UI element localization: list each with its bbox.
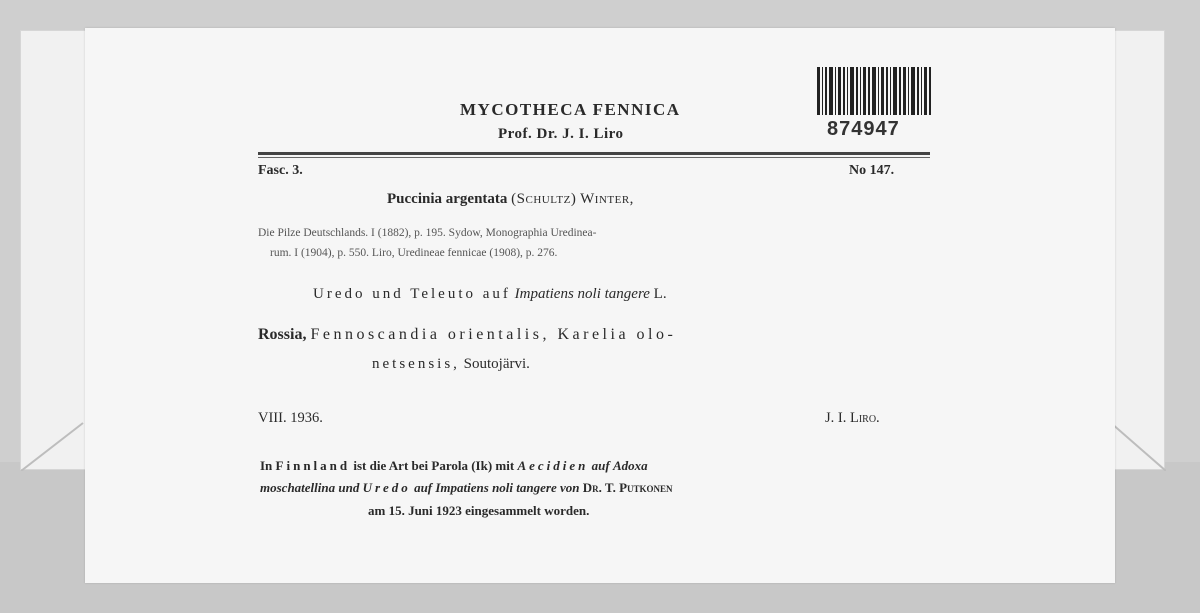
collector-name: J. I. Liro. xyxy=(825,410,880,426)
note-text: Impatiens noli tangere xyxy=(435,480,557,495)
note-text: Finnland xyxy=(275,458,351,473)
note-text: Uredo xyxy=(362,480,411,495)
specimen-number: No 147. xyxy=(849,163,895,178)
header-rule xyxy=(258,152,930,155)
reference-line-1: Die Pilze Deutschlands. I (1882), p. 195. Sydow, Monographia Uredinea- xyxy=(258,227,597,239)
host-stage: Uredo und Teleuto auf xyxy=(313,286,511,302)
barcode-number: 874947 xyxy=(827,118,900,140)
locality-country: Rossia, xyxy=(258,326,307,343)
barcode-image xyxy=(815,65,933,117)
note-text: ist die Art bei Parola (Ik) mit xyxy=(353,458,515,473)
collection-title: MYCOTHECA FENNICA xyxy=(460,100,681,119)
species-name-line xyxy=(387,191,634,208)
note-text: Adoxa xyxy=(612,458,648,473)
species-author: Winter, xyxy=(580,191,634,207)
note-text: moschatellina xyxy=(260,480,336,495)
header-rule-thin xyxy=(258,157,930,158)
locality-line-2 xyxy=(372,356,530,373)
host-line xyxy=(313,286,667,303)
note-text: auf xyxy=(591,458,610,473)
reference-line-2: rum. I (1904), p. 550. Liro, Uredineae fennicae (1908), p. 276. xyxy=(270,247,558,259)
note-line-3: am 15. Juni 1923 eingesammelt worden. xyxy=(368,503,590,518)
host-author: L. xyxy=(653,286,667,302)
species-author-basionym: (Schultz) xyxy=(511,191,577,207)
specimen-label xyxy=(85,28,1115,583)
host-plant: Impatiens noli tangere xyxy=(514,286,650,302)
locality-region: Fennoscandia orientalis, Karelia olo- xyxy=(310,326,677,343)
note-text: und xyxy=(338,480,360,495)
species-name: Puccinia argentata xyxy=(387,191,508,207)
note-text: auf xyxy=(414,480,433,495)
collection-date: VIII. 1936. xyxy=(258,410,323,426)
note-text: In xyxy=(260,458,273,473)
note-line-2 xyxy=(260,480,673,496)
locality-place: Soutojärvi. xyxy=(463,356,530,372)
note-text: Aecidien xyxy=(517,458,589,473)
note-text: von xyxy=(559,480,580,495)
locality-line-1 xyxy=(258,326,676,344)
note-text: Dr. T. Putkonen xyxy=(582,480,673,495)
fascicle-label: Fasc. 3. xyxy=(258,163,303,178)
collection-editor: Prof. Dr. J. I. Liro xyxy=(498,126,624,142)
note-line-1 xyxy=(260,458,648,474)
locality-region-cont: netsensis, xyxy=(372,356,460,372)
